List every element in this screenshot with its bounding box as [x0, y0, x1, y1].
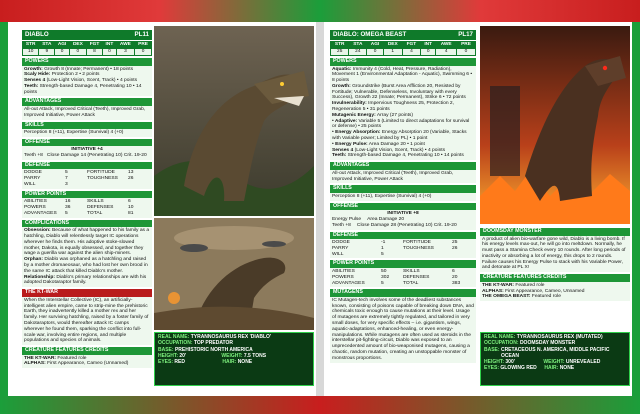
- defense-heading: DEFENSE: [330, 232, 476, 240]
- advantages-heading: ADVANTAGES: [22, 98, 152, 106]
- credits-text: THE KT-WAR: Featured role ALPHAS: First Appearance, Cameo (Unnamed): [22, 355, 152, 369]
- power-item: Senses 4 (Low-Light Vision, Scent, Track) • 4 points: [24, 78, 138, 84]
- power-points-heading: POWER POINTS: [330, 260, 476, 268]
- attack-name: Teeth +8: [24, 153, 43, 159]
- right-border: [632, 22, 640, 396]
- offense-block: INITIATIVE +8 Energy Pulse Area Damage 20 Teeth +8 Close Damage 28 (Penetrating 10) Crit. 19-20: [330, 210, 476, 229]
- stat-value: 10: [23, 49, 39, 56]
- credits-heading: CREATURE FEATURES CREDITS: [480, 274, 630, 282]
- power-item: Growth: Growth 8 (Innate; Permanent) • 18 points: [24, 66, 134, 72]
- weight: UNREVEALED: [565, 359, 601, 366]
- advantages-heading: ADVANTAGES: [330, 162, 476, 170]
- trex-battle-art: [154, 218, 314, 330]
- top-banner: [0, 0, 640, 22]
- height: 20': [179, 352, 187, 359]
- hair: NONE: [237, 359, 253, 366]
- stat-value: 3: [116, 49, 134, 56]
- ability-table: STR STA AGI DEX FGT INT AWE PRE 25 24 0 1 4 0 4 0: [330, 41, 476, 56]
- stat-header: DEX: [69, 42, 86, 49]
- character-title: [22, 30, 152, 40]
- stat-value: 0: [69, 49, 86, 56]
- skills-text: Perception 8 (+11), Expertise (Survival) 4 (+0): [22, 129, 152, 137]
- power-points-heading: POWER POINTS: [22, 191, 152, 199]
- stat-header: AGI: [55, 42, 70, 49]
- mutagens-heading: MUTAGENS: [330, 289, 476, 297]
- ktwar-heading: THE KT-WAR: [22, 289, 152, 297]
- base: CRETACEOUS N. AMERICA, MIDDLE PACIFIC OCEAN: [500, 346, 610, 359]
- omega-beast-statblock: [330, 30, 476, 394]
- hair: NONE: [559, 365, 575, 372]
- occupation: DOOMSDAY MONSTER: [519, 340, 576, 347]
- mutagens-text: IC Mutagen-tech involves some of the deadliest substances known, consisting of poisons capable of breaking down DNA, and chemicals toxic enough to cause mutations at their level. Usage of mutagens are extremely tightly regulated, and tailored in very small doses, for very specific effects – i.e. gigantism, wings, aquatic-adaptations, enhanced-healing, or even energy-manipulations. While mutagens are often used as steroids in the interstellar pit-fighting-circuit, Diablo was exposed to an unprecedented amount of bio-weaponised mutagens, causing a chaotic, random mutation, creating an unstoppable monster of monstrous proportions.: [330, 297, 476, 363]
- skills-heading: SKILLS: [330, 185, 476, 193]
- stat-header: INT: [103, 42, 117, 49]
- diablo-statblock: [22, 30, 152, 394]
- occupation: TOP PREDATOR: [193, 340, 234, 347]
- doomsday-heading: DOOMSDAY MONSTER: [480, 228, 630, 236]
- advantages-text: All-out Attack, Improved Critical (Teeth), Improved Grab, Improved Initiative, Power Attack: [330, 170, 476, 184]
- power-level: PL11: [134, 31, 149, 38]
- height: 300': [505, 359, 515, 366]
- powers-heading: POWERS: [22, 58, 152, 66]
- complications-text: Obsession: Because of what happened to his family as a hatchling, Diablo will relentlessly target IC operations wherever he finds them. His adoptive stoke-slowed mother, Dakota, is equally obsessed, and together they wage a guerilla war against the alien ship-miners. Orphan: Diablo was orphaned as a hatchling and raised by a mother dromaeosaur, who had lost her own brood in the same IC attack that killed Diablo's mother. Relationship: Diablo's primary relationships are with his adopted Dakotaraptor family.: [22, 227, 152, 287]
- stat-value: 9: [39, 49, 55, 56]
- bottom-banner: [0, 396, 640, 414]
- offense-heading: OFFENSE: [330, 203, 476, 211]
- attack-detail: Close Damage 14 (Penetrating 10) Crit. 19-20: [46, 153, 147, 159]
- initiative: INITIATIVE +4: [71, 147, 103, 153]
- stat-header: AWE: [116, 42, 134, 49]
- complications-heading: COMPLICATIONS: [22, 220, 152, 228]
- powers-list: Aquatic: Immunity 4 (Cold, Heat, Pressure, Radiation), Movement 1 (Environmental Adaptation - Aquatic), Swimming 6 • 8 points Growth: Groundstrike (Burst Area Affliction 20, Resisted by Fortitude; Vulnerable, Defenseless, Involuntary with every Success), Growth 22 (Innate; Permanent), Strike 6 • 72 points Invulnerability: Impervious Toughness 25, Protection 2, Regeneration 5 • 31 points Mutagenic Energy: Array (27 points) • Adaptive: Variable 5 (Limited to direct adaptations for survival or defense) • 25 points • Energy Absorption: Energy Absorption 20 (Variable, Stacks with Variable power; Limited by PL) • 1 point • Energy Pulse: Area Damage 20 • 1 point Senses 4 (Low-Light Vision, Scent, Track) • 4 points Teeth: Strength-based Damage 4, Penetrating 10 • 14 points: [330, 66, 476, 161]
- initiative: INITIATIVE +8: [387, 211, 419, 217]
- character-name: DIABLO: [25, 31, 49, 38]
- skills-text: Perception 8 (+11), Expertise (Survival) 4 (+0): [330, 193, 476, 201]
- power-level: PL17: [458, 31, 473, 38]
- defense-heading: DEFENSE: [22, 162, 152, 170]
- defense-grid: DODGE -1 FORTITUDE 25 PARRY 1 TOUGHNESS 26 WILL 5: [330, 239, 476, 258]
- omega-info-box: REAL NAME: TYRANNOSAURUS REX (MUTATED) OCCUPATION: DOOMSDAY MONSTER BASE: CRETACEOUS N. AMERICA, MIDDLE PACIFIC OCEAN HEIGHT: 300' WEIGHT: UNREVEALED EYES: GLOWING RED HAIR: NONE: [480, 332, 630, 386]
- stat-header: FGT: [86, 42, 102, 49]
- credits-text: THE KT-WAR: Featured role ALPHAS: First Appearance, Cameo, Unnamed THE OMEGA BEAST: Featured role: [480, 282, 630, 301]
- stat-header: STR: [23, 42, 39, 49]
- stat-value: 0: [55, 49, 70, 56]
- diablo-info-box: REAL NAME: TYRANNOSAURUS REX 'DIABLO' OCCUPATION: TOP PREDATOR BASE: PREHISTORIC NORTH AMERICA HEIGHT: 20' WEIGHT: 7.5 TONS EYES: RED HAIR: NONE: [154, 332, 314, 386]
- stat-value: 0: [103, 49, 117, 56]
- left-border: [0, 22, 8, 396]
- offense-heading: OFFENSE: [22, 139, 152, 147]
- stat-value: 0: [135, 49, 152, 56]
- eyes: RED: [174, 359, 185, 366]
- powers-list: [22, 66, 152, 97]
- real-name: TYRANNOSAURUS REX 'DIABLO': [190, 334, 272, 340]
- eyes: GLOWING RED: [500, 365, 537, 372]
- doomsday-text: A product of alien bio-warfare gone wild, Diablo is a living bomb. If his energy levels max-out, he will go into meltdown. Normally, he must pass a Stamina Check every 10 rounds. After long periods of inactivity or absorbing a lot of energy, this drops to 2 rounds. Failure causes his Energy Pulse to stack with his Variable Power, and detonate at PL X!: [480, 236, 630, 273]
- skills-heading: SKILLS: [22, 122, 152, 130]
- defense-grid: DODGE 5 FORTITUDE 13 PARRY 7 TOUGHNESS 26 WILL 3: [22, 169, 152, 188]
- character-title: [330, 30, 476, 40]
- powers-heading: POWERS: [330, 58, 476, 66]
- credits-heading: CREATURE FEATURES CREDITS: [22, 347, 152, 355]
- weight: 7.5 TONS: [243, 352, 267, 359]
- power-item: Scaly Hide: Protection 2 • 2 points: [24, 72, 100, 78]
- advantages-text: All-out Attack, Improved Critical (Teeth), Improved Grab, Improved Initiative, Power Attack: [22, 106, 152, 120]
- ability-table: [22, 41, 152, 56]
- stat-header: STA: [39, 42, 55, 49]
- base: PREHISTORIC NORTH AMERICA: [174, 346, 253, 353]
- attack-row: [24, 153, 150, 159]
- power-points-grid: ABILITIES 16 SKILLS 6 POWERS 36 DEFENSES 10 ADVANTAGES 5 TOTAL 81: [22, 198, 152, 217]
- page-gutter: [316, 22, 324, 396]
- trex-roaring-art: [154, 26, 314, 216]
- stat-value: 8: [86, 49, 102, 56]
- ktwar-text: When the Interstellar Collective (IC), an artificially-intelligent alien empire, came to strip-mine the prehistoric Earth, they inadvertently killed a mother rex and her family. Her surviving hatchling, raised by a foster family of Dakotaraptors, would thereafter attack IC camps wherever he found them, sparking the conflict into full-scale war, involving entire regions, and multiple populations and species of animals.: [22, 297, 152, 345]
- omega-beast-art: [480, 26, 630, 224]
- stat-header: PRE: [135, 42, 152, 49]
- power-points-grid: ABILITIES 50 SKILLS 6 POWERS 302 DEFENSES 20 ADVANTAGES 5 TOTAL 383: [330, 268, 476, 287]
- character-name: DIABLO: OMEGA BEAST: [333, 31, 407, 38]
- offense-block: [22, 146, 152, 160]
- power-item: Teeth: Strength-based Damage 4, Penetrating 10 • 14 points: [24, 83, 142, 95]
- real-name: TYRANNOSAURUS REX (MUTATED): [516, 334, 603, 340]
